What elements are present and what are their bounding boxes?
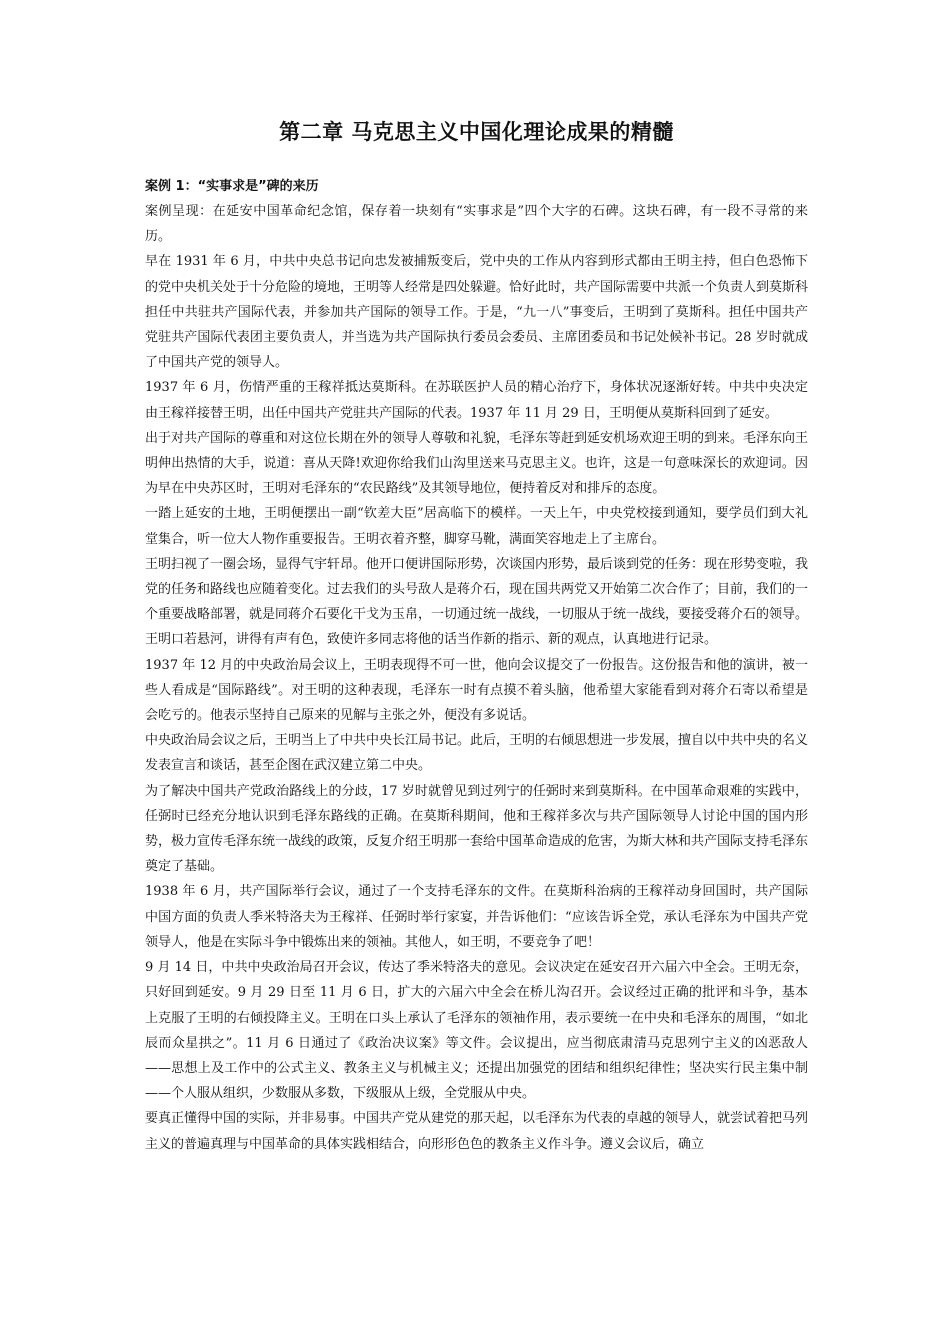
paragraph-7: 1937 年 12 月的中央政治局会议上，王明表现得不可一世，他向会议提交了一份报告。这份报告和他的演讲，被一些人看成是“国际路线”。对王明的这种表现，毛泽东一时有点摸不着头脑，他希望大家能看到对蒋介石寄以希望是会吃亏的。他表示坚持自己原来的见解与主张之外，便没有多说话。 <box>145 657 808 724</box>
paragraph-8: 中央政治局会议之后，王明当上了中共中央长江局书记。此后，王明的右倾思想进一步发展，擅自以中共中央的名义发表宣言和谈话，甚至企图在武汉建立第二中央。 <box>145 733 809 774</box>
paragraph-6: 王明扫视了一圈会场，显得气宇轩昂。他开口便讲国际形势，次谈国内形势，最后谈到党的任务：现在形势变啦，我党的任务和路线也应随着变化。过去我们的头号敌人是蒋介石，现在国共两党又开始第二次合作了；目前，我们的一个重要战略部署，就是同蒋介石要化干戈为玉帛，一切通过统一战线，一切服从于统一战线，要接受蒋介石的领导。王明口若悬河，讲得有声有色，致使许多同志将他的话当作新的指示、新的观点，认真地进行记录。 <box>145 556 809 648</box>
paragraph-2: 早在 1931 年 6 月，中共中央总书记向忠发被捕叛变后，党中央的工作从内容到形式都由王明主持，但白色恐怖下的党中央机关处于十分危险的境地，王明等人经常是四处躲避。恰好此时，共产国际需要中共派一个负责人到莫斯科担任中共驻共产国际代表，并参加共产国际的领导工作。于是，“九一八”事变后，王明到了莫斯科。担任中国共产党驻共产国际代表团主要负责人，并当选为共产国际执行委员会委员、主席团委员和书记处候补书记。28 岁时就成了中国共产党的领导人。 <box>145 254 809 371</box>
paragraph-1: 案例呈现：在延安中国革命纪念馆，保存着一块刻有“实事求是”四个大字的石碑。这块石碑，有一段不寻常的来历。 <box>145 204 808 245</box>
paragraph-12: 要真正懂得中国的实际，并非易事。中国共产党从建党的那天起，以毛泽东为代表的卓越的领导人，就尝试着把马列主义的普遍真理与中国革命的具体实践相结合，向形形色色的教条主义作斗争。遵义会议后，确立 <box>145 1111 809 1152</box>
paragraph-9: 为了解决中国共产党政治路线上的分歧，17 岁时就曾见到过列宁的任弼时来到莫斯科。在中国革命艰难的实践中，任弼时已经充分地认识到毛泽东路线的正确。在莫斯科期间，他和王稼祥多次与共产国际领导人讨论中国的国内形势，极力宣传毛泽东统一战线的政策，反复介绍王明那一套给中国革命造成的危害，为斯大林和共产国际支持毛泽东奠定了基础。 <box>145 783 809 875</box>
paragraph-5: 一踏上延安的土地，王明便摆出一副“钦差大臣”居高临下的模样。一天上午，中央党校接到通知，要学员们到大礼堂集合，听一位大人物作重要报告。王明衣着齐整，脚穿马靴，满面笑容地走上了主席台。 <box>145 506 808 547</box>
paragraph-3: 1937 年 6 月，伤情严重的王稼祥抵达莫斯科。在苏联医护人员的精心治疗下，身体状况逐渐好转。中共中央决定由王稼祥接替王明，出任中国共产党驻共产国际的代表。1937 年 11 月 29 日，王明便从莫斯科回到了延安。 <box>145 380 808 421</box>
paragraph-4: 出于对共产国际的尊重和对这位长期在外的领导人尊敬和礼貌，毛泽东等赶到延安机场欢迎王明的到来。毛泽东向王明伸出热情的大手，说道：喜从天降!欢迎你给我们山沟里送来马克思主义。也许，这是一句意味深长的欢迎词。因为早在中央苏区时，王明对毛泽东的“农民路线”及其领导地位，便持着反对和排斥的态度。 <box>145 430 809 497</box>
case-heading: 案例 1：“实事求是”碑的来历 <box>145 179 319 194</box>
paragraph-11: 9 月 14 日，中共中央政治局召开会议，传达了季米特洛夫的意见。会议决定在延安召开六届六中全会。王明无奈，只好回到延安。9 月 29 日至 11 月 6 日，扩大的六届六中全会在桥儿沟召开。会议经过正确的批评和斗争，基本上克服了王明的右倾投降主义。王明在口头上承认了毛泽东的领袖作用，表示要统一在中央和毛泽东的周围，“如北辰而众星拱之”。11 月 6 日通过了《政治决议案》等文件。会议提出，应当彻底肃清马克思列宁主义的凶恶敌人——思想上及工作中的公式主义、教条主义与机械主义；还提出加强党的团结和组织纪律性；坚决实行民主集中制——个人服从组织，少数服从多数，下级服从上级，全党服从中央。 <box>145 960 808 1102</box>
document-page <box>145 118 808 1157</box>
paragraph-10: 1938 年 6 月，共产国际举行会议，通过了一个支持毛泽东的文件。在莫斯科治病的王稼祥动身回国时，共产国际中国方面的负责人季米特洛夫为王稼祥、任弼时举行家宴，并告诉他们：“应该告诉全党，承认毛泽东为中国共产党领导人，他是在实际斗争中锻炼出来的领袖。其他人，如王明，不要竞争了吧！ <box>145 884 808 950</box>
chapter-title: 第二章 马克思主义中国化理论成果的精髓 <box>279 120 674 144</box>
